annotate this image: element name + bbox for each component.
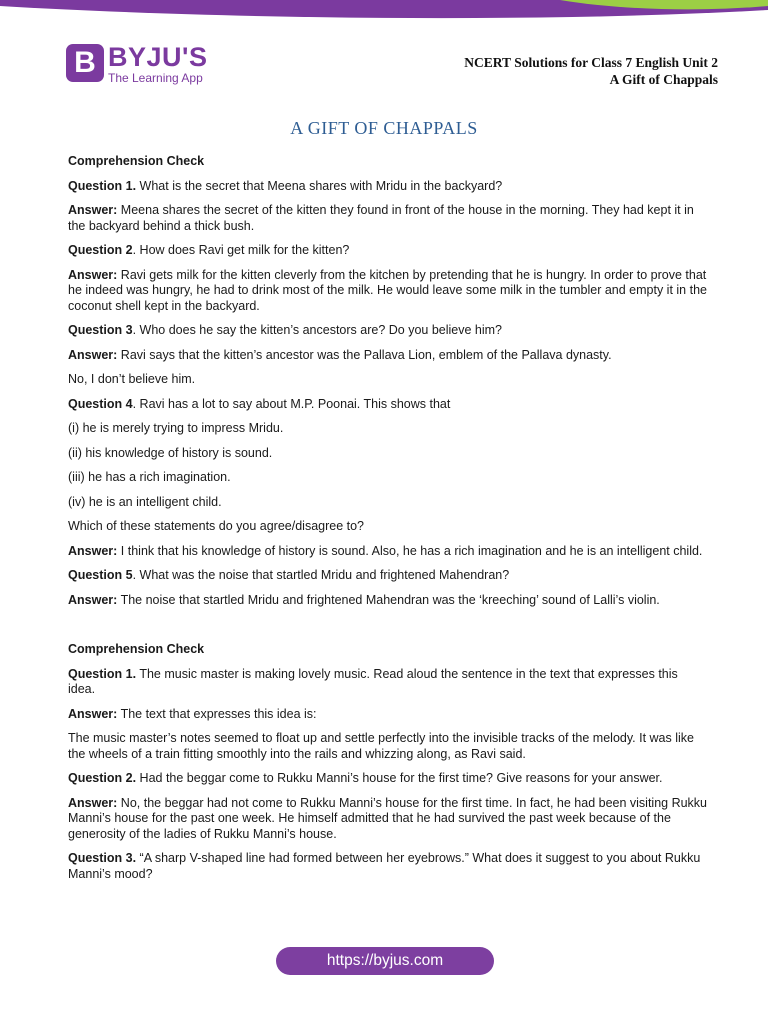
- item-text: . What was the noise that startled Mridu and frightened Mahendran?: [132, 568, 510, 582]
- item-label: Answer:: [68, 203, 118, 217]
- answer-item: [68, 707, 708, 723]
- text-line: [68, 495, 708, 511]
- item-label: Question 5: [68, 568, 133, 582]
- answer-item: [68, 348, 708, 364]
- item-text: Ravi gets milk for the kitten cleverly from the kitchen by pretending that he is hungry. In order to prove that he indeed was hungry, he had to drink most of the milk. He would leave some milk in the tumbler and empty it in the coconut shell kept in the backyard.: [68, 267, 707, 313]
- item-label: Question 2.: [68, 771, 137, 785]
- logo-tagline: The Learning App: [108, 71, 203, 85]
- question-item: [68, 243, 708, 259]
- text-line: [68, 421, 708, 437]
- item-label: Answer:: [68, 347, 118, 362]
- item-text: (iii) he has a rich imagination.: [68, 470, 231, 484]
- item-label: Answer:: [68, 267, 118, 282]
- question-item: [68, 179, 708, 195]
- question-item: [68, 851, 708, 882]
- question-item: [68, 397, 708, 413]
- footer-url-button[interactable]: https://byjus.com: [276, 947, 494, 975]
- item-label: Question 3: [68, 323, 133, 337]
- answer-item: [68, 203, 708, 234]
- item-label: Answer:: [68, 706, 118, 721]
- item-text: The music master’s notes seemed to float up and settle perfectly into the invisible tracks of the melody. It was like the wheels of a train fitting smoothly into the rails and whizzing along, as Ravi said.: [68, 731, 694, 761]
- text-line: [68, 519, 708, 535]
- text-line: [68, 446, 708, 462]
- item-text: The music master is making lovely music. Read aloud the sentence in the text that expresses this idea.: [68, 666, 678, 696]
- item-text: (iv) he is an intelligent child.: [68, 494, 222, 509]
- text-line: [68, 372, 708, 388]
- item-text: I think that his knowledge of history is sound. Also, he has a rich imagination and he is an intelligent child.: [117, 543, 703, 558]
- item-label: Question 1.: [68, 178, 137, 193]
- document-header: [464, 54, 718, 88]
- page-title: A GIFT OF CHAPPALS: [290, 118, 478, 138]
- answer-item: [68, 268, 708, 315]
- question-item: [68, 323, 708, 339]
- doc-subject-line: NCERT Solutions for Class 7 English Unit 2: [464, 55, 718, 70]
- item-text: What is the secret that Meena shares with Mridu in the backyard?: [136, 178, 503, 193]
- logo-badge: B: [66, 44, 104, 82]
- section-heading: Comprehension Check: [68, 154, 205, 168]
- item-text: . Ravi has a lot to say about M.P. Poonai. This shows that: [132, 396, 451, 411]
- item-text: Which of these statements do you agree/disagree to?: [68, 519, 365, 533]
- logo-name: BYJU'S: [108, 42, 208, 72]
- item-text: The text that expresses this idea is:: [117, 706, 317, 721]
- doc-chapter-line: A Gift of Chappals: [609, 72, 718, 87]
- question-item: [68, 667, 708, 698]
- item-text: (i) he is merely trying to impress Mridu.: [68, 421, 284, 435]
- item-label: Question 1.: [68, 666, 137, 681]
- text-line: [68, 731, 708, 762]
- text-line: [68, 470, 708, 486]
- item-text: . Who does he say the kitten’s ancestors are? Do you believe him?: [132, 323, 503, 337]
- question-item: [68, 771, 708, 787]
- answer-item: [68, 796, 708, 843]
- item-text: Ravi says that the kitten’s ancestor was the Pallava Lion, emblem of the Pallava dynasty.: [117, 347, 612, 362]
- question-item: [68, 568, 708, 584]
- item-label: Answer:: [68, 543, 118, 558]
- item-label: Answer:: [68, 795, 118, 810]
- item-label: Question 4: [68, 396, 133, 411]
- item-text: Meena shares the secret of the kitten they found in front of the house in the morning. They had kept it in the backyard behind a thick bush.: [68, 203, 694, 233]
- section-heading: Comprehension Check: [68, 642, 205, 656]
- answer-item: [68, 544, 708, 560]
- item-text: Had the beggar come to Rukku Manni’s house for the first time? Give reasons for your answer.: [136, 771, 663, 785]
- byjus-logo[interactable]: [66, 44, 236, 90]
- item-text: The noise that startled Mridu and frightened Mahendran was the ‘kreeching’ sound of Lalli’s violin.: [117, 592, 660, 607]
- item-text: No, the beggar had not come to Rukku Manni’s house for the first time. In fact, he had been visiting Rukku Manni’s house for the past one week. He himself admitted that he had survived the past week because of the generosity of the ladies of Rukku Manni’s house.: [68, 795, 708, 841]
- item-text: . How does Ravi get milk for the kitten?: [132, 243, 350, 257]
- item-label: Answer:: [68, 592, 118, 607]
- document-body: [68, 154, 708, 891]
- top-decorative-bar: [0, 0, 768, 22]
- item-text: (ii) his knowledge of history is sound.: [68, 445, 273, 460]
- item-text: “A sharp V-shaped line had formed between her eyebrows.” What does it suggest to you about Rukku Manni’s mood?: [68, 851, 701, 881]
- answer-item: [68, 593, 708, 609]
- item-label: Question 2: [68, 243, 133, 257]
- item-text: No, I don’t believe him.: [68, 372, 196, 386]
- item-label: Question 3.: [68, 851, 137, 865]
